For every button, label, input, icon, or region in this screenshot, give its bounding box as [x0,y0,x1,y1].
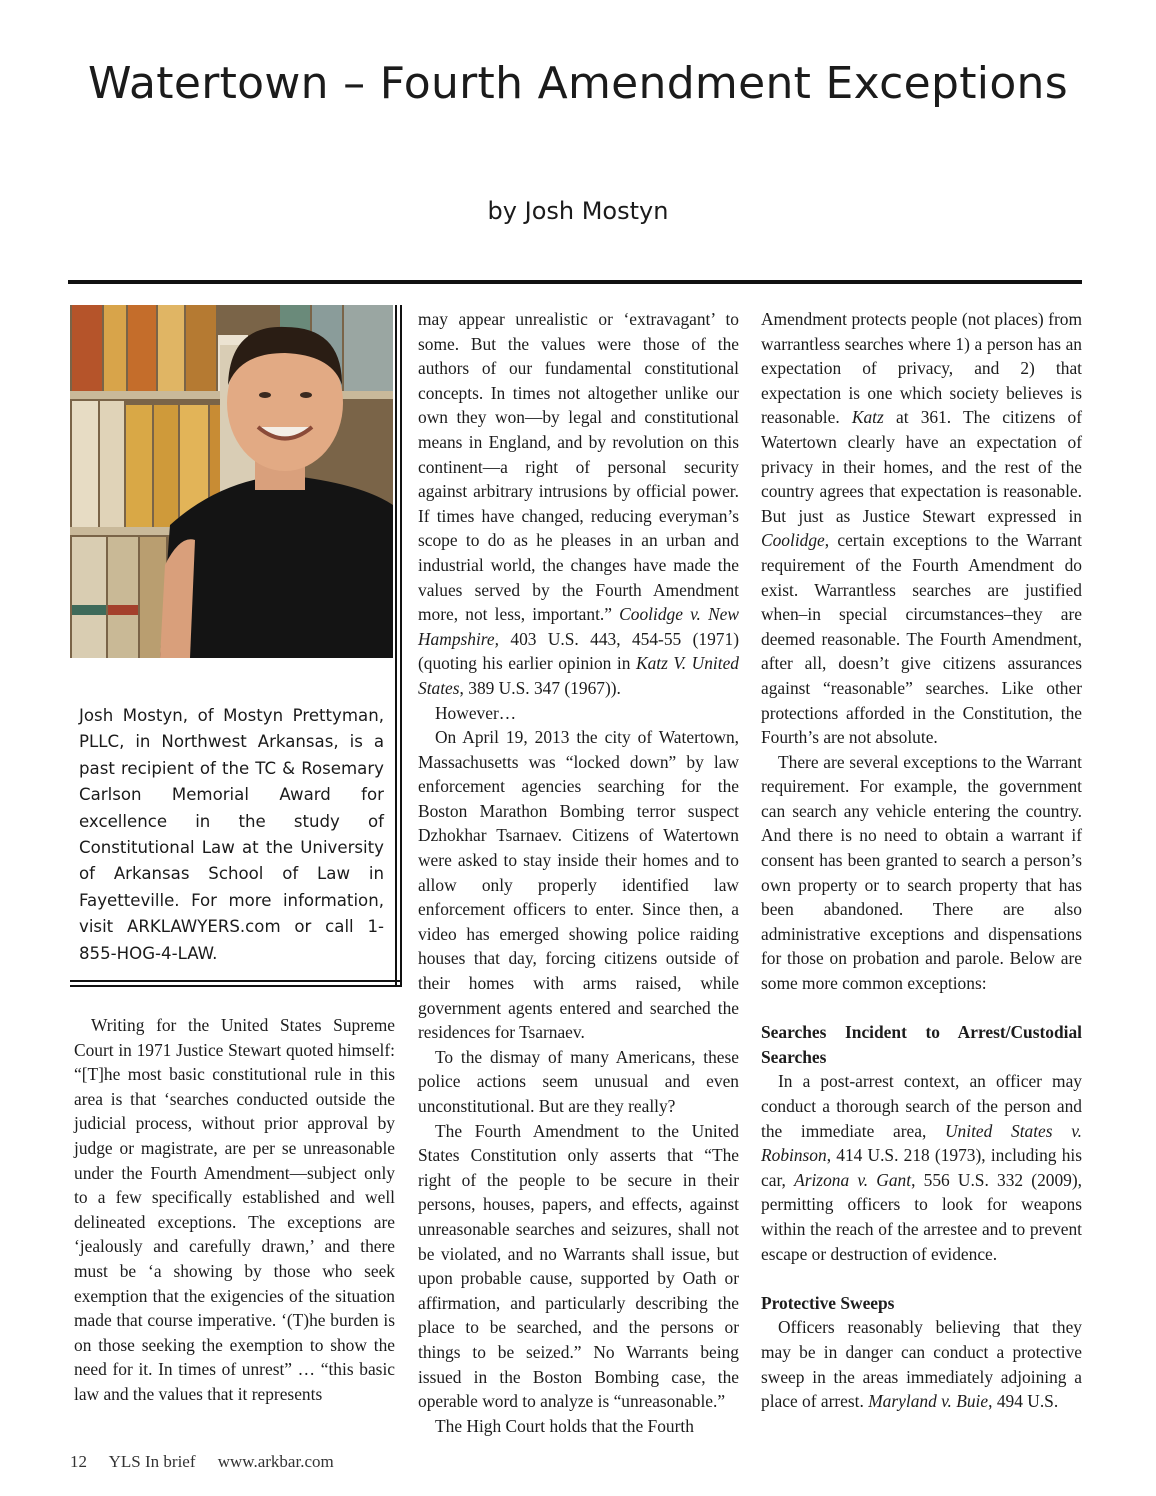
author-bio-caption: Josh Mostyn, of Mostyn Prettyman, PLLC, in Northwest Arkansas, is a past recipient of the TC & Rosemary Carlson Memorial Award for excellence in the study of Constitutional Law at the University of Arkansas School of Law in Fayetteville. For more information, visit ARKLAWYERS.com or call 1-855-HOG-4-LAW. [79,706,384,963]
article-byline: by Josh Mostyn [487,197,669,225]
col2-paragraph-5: The Fourth Amendment to the United States Constitution only asserts that “The right of the people to be secure in their persons, houses, papers, and effects, against unreasonable searches and seizures, shall not be violated, and no Warrants shall issue, but upon probable cause, supported by Oath or affirmation, and particularly describing the place to be searched, and the persons or things to be seized.” No Warrants being issued in the Boston Bombing case, the operable word to analyze is “unreasonable.” [418,1120,739,1412]
article-title: Watertown – Fourth Amendment Exceptions [88,58,1068,109]
header-rule [68,280,1082,284]
col2-paragraph-6: The High Court holds that the Fourth [435,1415,694,1436]
publication-name: YLS In brief [108,1452,196,1471]
website-link[interactable]: www.arkbar.com [217,1452,334,1471]
column-2 [418,307,739,1438]
page-number: 12 [70,1452,87,1471]
page-footer [70,1452,352,1472]
column-1 [74,1013,395,1407]
col2-paragraph-1: may appear unrealistic or ‘extravagant’ to some. But the values were those of the authors of our fundamental constitutional concepts. In times not altogether unlike our own they won—by legal and constitutional means in England, and by revolution on this continent—a right of personal security against arbitrary intrusions by official power. If times have changed, reducing everyman’s scope to do as he pleases in an urban and industrial world, the changes have made the values served by the Fourth Amendment more, not less, important.” Coolidge v. New Hampshire, 403 U.S. 443, 454-55 (1971) (quoting his earlier opinion in Katz V. United States, 389 U.S. 347 (1967)). [418,309,739,698]
col3-paragraph-3: In a post-arrest context, an officer may conduct a thorough search of the person and the immediate area, United States v. Robinson, 414 U.S. 218 (1973), including his car, Arizona v. Gant, 556 U.S. 332 (2009), permitting officers to look for weapons within the reach of the arrestee and to prevent escape or destruction of evidence. [761,1071,1082,1264]
col2-paragraph-2: However… [435,702,517,723]
col3-paragraph-2: There are several exceptions to the Warrant requirement. For example, the government can search any vehicle entering the country. And there is no need to obtain a warrant if consent has been granted to search a person’s own property or to search property that has been abandoned. There are also administrative exceptions and dispensations for those on probation and parole. Below are some more common exceptions: [761,751,1082,994]
section-heading-searches-incident: Searches Incident to Arrest/Custodial Searches [761,1022,1082,1067]
col1-paragraph-1: Writing for the United States Supreme Court in 1971 Justice Stewart quoted himself: “[T]he most basic constitutional rule in this area is that ‘searches conducted outside the judicial process, without prior approval by judge or magistrate, are per se unreasonable under the Fourth Amendment—subject only to a few specifically established and well delineated exceptions. The exceptions are ‘jealously and carefully drawn,’ and there must be ‘a showing by those who seek exemption that the exigencies of the situation made that course imperative. ‘(T)he burden is on those seeking the exemption to show the need for it. In times of unrest” … “this basic law and the values that it represents [74,1015,395,1404]
col3-paragraph-1: Amendment protects people (not places) from warrantless searches where 1) a person has an expectation of privacy, and 2) that expectation is one which society believes is reasonable. Katz at 361. The citizens of Watertown clearly have an expectation of privacy in their homes, and the rest of the country agrees that expectation is reasonable. But just as Justice Stewart expressed in Coolidge, certain exceptions to the Warrant requirement of the Fourth Amendment do exist. Warrantless searches are justified when–in special circumstances–they are deemed reasonable. The Fourth Amendment, after all, doesn’t give citizens assurances against “reasonable” searches. Like other protections afforded in the Constitution, the Fourth’s are not absolute. [761,309,1082,748]
column-3 [761,307,1082,1414]
col2-paragraph-3: On April 19, 2013 the city of Watertown, Massachusetts was “locked down” by law enforcement agencies searching for the Boston Marathon Bombing terror suspect Dzhokhar Tsarnaev. Citizens of Watertown were asked to stay inside their homes and to allow only properly identified law enforcement officers to enter. Since then, a video has emerged showing police raiding houses that day, forcing citizens outside of their homes with arms raised, while government agents entered and searched the residences for Tsarnaev. [418,727,739,1043]
col3-paragraph-4: Officers reasonably believing that they may be in danger can conduct a protective sweep in the areas immediately adjoining a place of arrest. Maryland v. Buie, 494 U.S. [761,1317,1082,1412]
col2-paragraph-4: To the dismay of many Americans, these police actions seem unusual and even unconstitutional. But are they really? [418,1046,739,1116]
section-heading-protective-sweeps: Protective Sweeps [761,1292,895,1313]
